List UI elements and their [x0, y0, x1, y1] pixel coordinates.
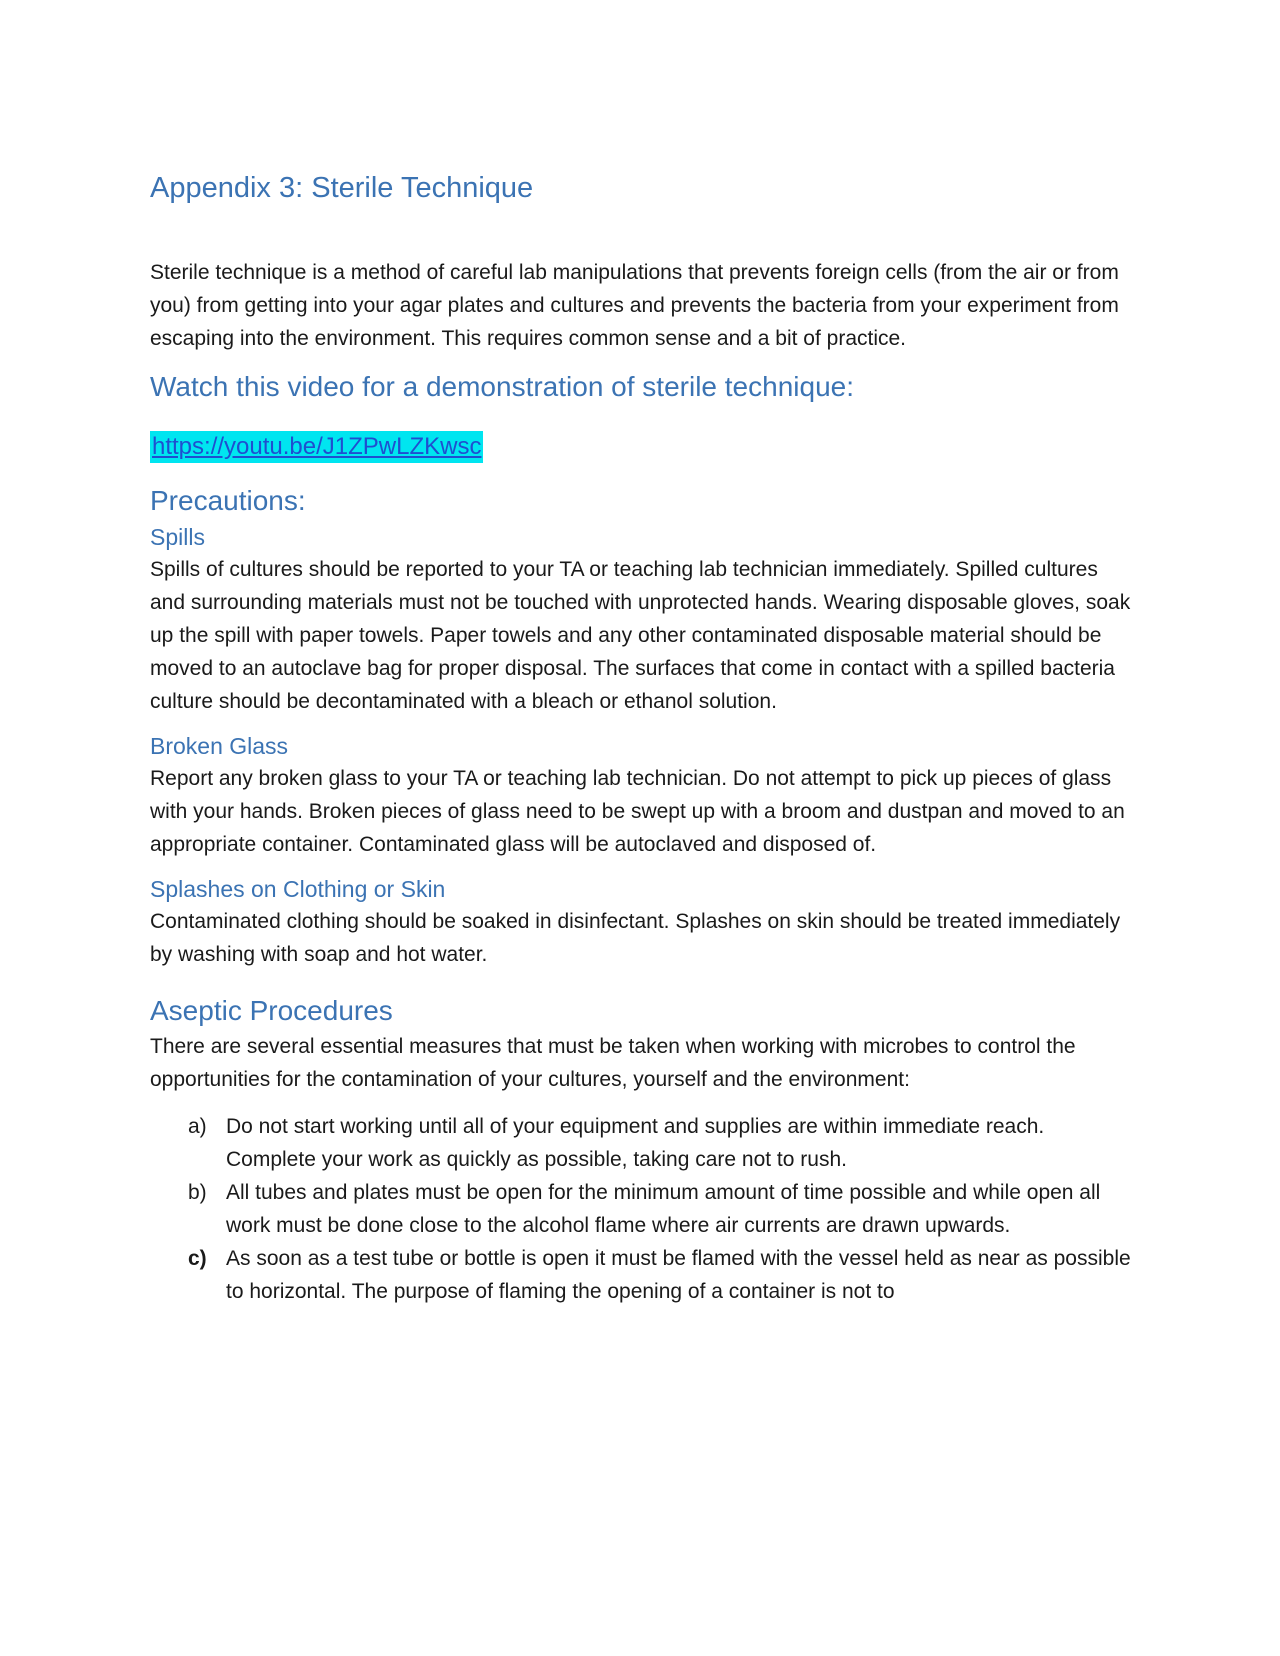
list-item: [150, 1110, 1135, 1176]
list-item-text: All tubes and plates must be open for the minimum amount of time possible and while open all work must be done close to the alcohol flame where air currents are drawn upwards.: [226, 1180, 1101, 1237]
list-item-text: Do not start working until all of your equipment and supplies are within immediate reach. Complete your work as quickly as possible, taking care not to rush.: [226, 1114, 1045, 1171]
aseptic-intro: There are several essential measures that must be taken when working with microbes to control the opportunities for the contamination of your cultures, yourself and the environment:: [150, 1034, 1076, 1091]
precautions-heading: Precautions:: [150, 485, 306, 517]
spills-heading: Spills: [150, 524, 205, 551]
list-marker: c): [188, 1246, 207, 1270]
splashes-paragraph: Contaminated clothing should be soaked in disinfectant. Splashes on skin should be treated immediately by washing with soap and hot water.: [150, 910, 1121, 967]
video-link[interactable]: https://youtu.be/J1ZPwLZKwsc: [150, 431, 483, 463]
document-page: [150, 170, 1135, 1308]
intro-paragraph: Sterile technique is a method of careful lab manipulations that prevents foreign cells (from the air or from you) from getting into your agar plates and cultures and prevents the bacteria from your experiment from escaping into the environment. This requires common sense and a bit of practice.: [150, 260, 1119, 350]
broken-glass-heading: Broken Glass: [150, 733, 289, 760]
aseptic-heading: Aseptic Procedures: [150, 995, 393, 1027]
list-item: [150, 1242, 1135, 1308]
video-heading: Watch this video for a demonstration of sterile technique:: [150, 370, 854, 402]
list-marker: b): [188, 1180, 207, 1204]
broken-glass-paragraph: Report any broken glass to your TA or teaching lab technician. Do not attempt to pick up pieces of glass with your hands. Broken pieces of glass need to be swept up with a broom and dustpan and moved to an appropriate container. Contaminated glass will be autoclaved and disposed of.: [150, 767, 1125, 857]
appendix-title: Appendix 3: Sterile Technique: [150, 172, 534, 204]
list-marker: a): [188, 1114, 207, 1138]
list-item-text: As soon as a test tube or bottle is open it must be flamed with the vessel held as near as possible to horizontal. The purpose of flaming the opening of a container is not to: [226, 1246, 1131, 1303]
list-item: [150, 1176, 1135, 1242]
aseptic-list: [150, 1110, 1135, 1308]
splashes-heading: Splashes on Clothing or Skin: [150, 876, 446, 903]
spills-paragraph: Spills of cultures should be reported to your TA or teaching lab technician immediately. Spilled cultures and surrounding materials must not be touched with unprotected hands. Wearing disposable gloves, soak up the spill with paper towels. Paper towels and any other contaminated disposable material should be moved to an autoclave bag for proper disposal. The surfaces that come in contact with a spilled bacteria culture should be decontaminated with a bleach or ethanol solution.: [150, 558, 1131, 714]
